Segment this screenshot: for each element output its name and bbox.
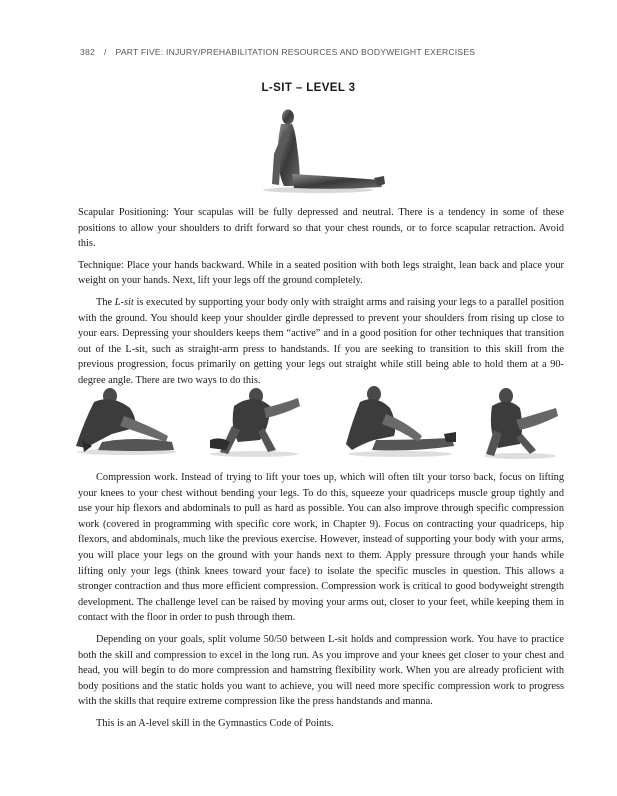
compression-figure-3 — [340, 378, 460, 458]
page-title: L-SIT – LEVEL 3 — [261, 82, 356, 94]
paragraph-volume-split: Depending on your goals, split volume 50/50 between L-sit holds and compression work. You have to practice both the skill and compression to excel in the long run. As you improve and your knees get closer to your chest and head, you will begin to do more compression and hamstring flexibility work. When you are already proficient with body positions and the static holds you want to achieve, you will need more specific compression work to progress with the skills that require extreme compression like the press handstands and manna. — [78, 633, 564, 708]
header-separator: / — [103, 47, 107, 57]
paragraph-skill-level: This is an A-level skill in the Gymnastics Code of Points. — [96, 717, 334, 729]
running-head — [80, 47, 560, 57]
section-title: PART FIVE: INJURY/PREHABILITATION RESOURCES AND BODYWEIGHT EXERCISES — [115, 47, 476, 57]
body-text-bottom — [78, 470, 564, 738]
paragraph-l-sit-execution: The L-sit is executed by supporting your body only with straight arms and raising your legs to a parallel position with the ground. You should keep your shoulder girdle depressed to prevent your shoulders from rising up close to your ears. Depressing your shoulders keeps them “active” and in a good position for other techniques that transition out of the L-sit, such as straight-arm press to handstands. If you are seeking to transition to this skill from the previous progression, focus primarily on getting your legs out straight while still being able to hold them at a 90-degree angle. There are two ways to do this. — [78, 296, 565, 386]
compression-figure-2 — [204, 378, 304, 458]
l-sit-figure — [248, 104, 388, 194]
compression-figure-4 — [480, 380, 560, 460]
paragraph-compression-work: Compression work. Instead of trying to lift your toes up, which will often tilt your torso back, focus on lifting your knees to your chest without bending your legs. To do this, squeeze your quadriceps muscle group tightly and use your hip flexors and abdominals to pull as hard as possible. You can also improve through specific compression work (covered in programming with specific core work, in Chapter 9). Focus on contracting your quadriceps, hip flexors, and abdominals, much like the previous exercise. However, instead of supporting your body with your arms, you will place your legs on the ground with your hands next to them. Apply pressure through your hands while lifting only your legs (think knees toward your face) to isolate the specific muscles in question. This allows a stronger contraction and thus more efficient compression. Compression work is critical to good bodyweight strength development. The challenge level can be raised by moving your arms out, closer to your feet, while keeping them in contact with the floor in order to push through them. — [78, 472, 564, 624]
body-text-top — [78, 205, 564, 395]
paragraph-scapular-positioning: Scapular Positioning: Your scapulas will be fully depressed and neutral. There is a tendency in some of these positions to allow your shoulders to drift forward so that your chest rounds, or to force scapular retraction. Avoid this. — [78, 207, 564, 250]
page-number: 382 — [80, 47, 95, 57]
compression-figure-1 — [72, 376, 182, 456]
paragraph-technique: Technique: Place your hands backward. While in a seated position with both legs straight, lean back and place your weight on your hands. Next, lift your legs off the ground completely. — [78, 259, 564, 287]
